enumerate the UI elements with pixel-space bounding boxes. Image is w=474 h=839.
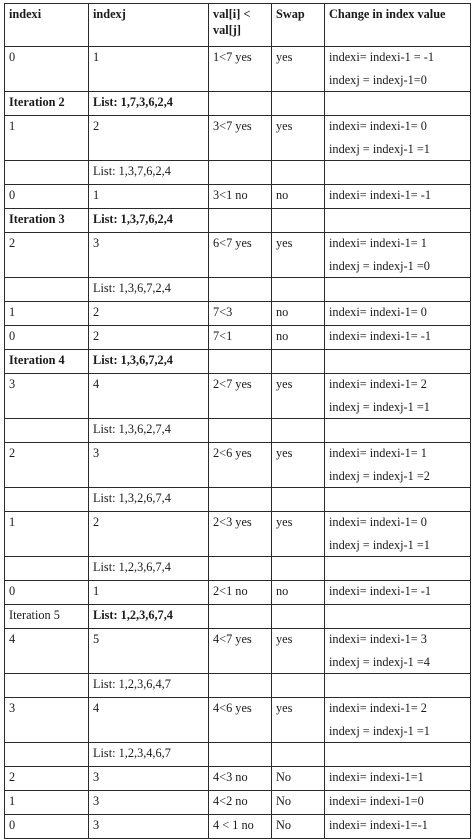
list-row — [5, 674, 471, 698]
iteration-row — [5, 209, 471, 233]
cell-indexi: 0 — [5, 815, 89, 839]
empty-cell — [209, 209, 272, 233]
table-row — [5, 47, 471, 92]
list-row — [5, 743, 471, 767]
cell-swap: yes — [272, 116, 325, 161]
empty-cell — [209, 419, 272, 443]
change-line: indexi= indexi-1= 0 — [329, 305, 427, 319]
cell-indexi: 0 — [5, 47, 89, 92]
change-line: indexi= indexi-1= -1 — [329, 188, 431, 202]
change-line: indexi= indexi-1= 0 — [329, 119, 427, 133]
cell-indexi: 1 — [5, 512, 89, 557]
empty-cell — [272, 743, 325, 767]
cell-change — [325, 698, 471, 743]
change-line: indexi= indexi-1 = -1 — [329, 50, 435, 64]
empty-cell — [209, 350, 272, 374]
change-line: indexj = indexj-1 =1 — [329, 538, 430, 552]
iteration-label: Iteration 2 — [5, 92, 89, 116]
cell-indexj: 4 — [89, 374, 209, 419]
cell-indexj: 3 — [89, 815, 209, 839]
header-row — [5, 4, 471, 47]
table-row — [5, 791, 471, 815]
empty-cell — [209, 161, 272, 185]
cell-swap: yes — [272, 698, 325, 743]
table-row — [5, 185, 471, 209]
iteration-list: List: 1,3,6,7,2,4 — [89, 350, 209, 374]
empty-cell — [325, 278, 471, 302]
empty-cell — [5, 557, 89, 581]
iteration-list: List: 1,3,7,6,2,4 — [89, 209, 209, 233]
table-row — [5, 698, 471, 743]
cell-indexj: 2 — [89, 512, 209, 557]
list-state: List: 1,2,3,6,4,7 — [89, 674, 209, 698]
table-row — [5, 581, 471, 605]
cell-comparison: 2<7 yes — [209, 374, 272, 419]
cell-change — [325, 767, 471, 791]
change-line: indexi= indexi-1= 2 — [329, 701, 427, 715]
empty-cell — [209, 557, 272, 581]
change-line: indexi= indexi-1= 1 — [329, 236, 427, 250]
iteration-label: Iteration 3 — [5, 209, 89, 233]
cell-change — [325, 233, 471, 278]
cell-change — [325, 791, 471, 815]
cell-comparison: 2<1 no — [209, 581, 272, 605]
iteration-list: List: 1,7,3,6,2,4 — [89, 92, 209, 116]
table-body — [5, 47, 471, 839]
empty-cell — [272, 557, 325, 581]
cell-swap: yes — [272, 374, 325, 419]
empty-cell — [272, 419, 325, 443]
change-line: indexi= indexi-1= 0 — [329, 515, 427, 529]
cell-swap: yes — [272, 443, 325, 488]
change-line: indexi= indexi-1=1 — [329, 770, 424, 784]
cell-swap: no — [272, 302, 325, 326]
empty-cell — [325, 350, 471, 374]
cell-indexj: 2 — [89, 326, 209, 350]
cell-swap: no — [272, 185, 325, 209]
cell-indexi: 0 — [5, 326, 89, 350]
iteration-row — [5, 350, 471, 374]
column-header-comparison: val[i] < val[j] — [209, 4, 272, 47]
table-row — [5, 374, 471, 419]
cell-comparison: 6<7 yes — [209, 233, 272, 278]
cell-swap: yes — [272, 629, 325, 674]
empty-cell — [325, 605, 471, 629]
list-state: List: 1,3,2,6,7,4 — [89, 488, 209, 512]
empty-cell — [272, 161, 325, 185]
cell-indexj: 2 — [89, 302, 209, 326]
empty-cell — [209, 743, 272, 767]
table-row — [5, 512, 471, 557]
empty-cell — [325, 674, 471, 698]
change-line: indexi= indexi-1= 2 — [329, 377, 427, 391]
cell-change — [325, 512, 471, 557]
empty-cell — [209, 92, 272, 116]
empty-cell — [325, 419, 471, 443]
cell-indexj: 3 — [89, 767, 209, 791]
list-state: List: 1,2,3,6,7,4 — [89, 557, 209, 581]
cell-indexi: 4 — [5, 629, 89, 674]
table-row — [5, 233, 471, 278]
iteration-label: Iteration 5 — [5, 605, 89, 629]
empty-cell — [272, 674, 325, 698]
cell-swap: yes — [272, 47, 325, 92]
change-line: indexi= indexi-1= -1 — [329, 329, 431, 343]
cell-comparison: 3<1 no — [209, 185, 272, 209]
list-row — [5, 161, 471, 185]
empty-cell — [272, 278, 325, 302]
table-row — [5, 326, 471, 350]
empty-cell — [272, 209, 325, 233]
table-row — [5, 767, 471, 791]
empty-cell — [272, 92, 325, 116]
cell-swap: no — [272, 326, 325, 350]
cell-indexj: 5 — [89, 629, 209, 674]
change-line: indexj = indexj-1 =1 — [329, 724, 430, 738]
cell-comparison: 4<6 yes — [209, 698, 272, 743]
change-line: indexj = indexj-1 =0 — [329, 259, 430, 273]
cell-comparison: 4<2 no — [209, 791, 272, 815]
iteration-row — [5, 92, 471, 116]
table-row — [5, 629, 471, 674]
table-row — [5, 302, 471, 326]
cell-indexi: 3 — [5, 698, 89, 743]
empty-cell — [209, 278, 272, 302]
change-line: indexj = indexj-1 =1 — [329, 400, 430, 414]
empty-cell — [325, 209, 471, 233]
change-line: indexi= indexi-1= 1 — [329, 446, 427, 460]
cell-swap: no — [272, 581, 325, 605]
iteration-row — [5, 605, 471, 629]
cell-indexi: 2 — [5, 233, 89, 278]
cell-indexj: 4 — [89, 698, 209, 743]
empty-cell — [5, 419, 89, 443]
cell-indexj: 1 — [89, 47, 209, 92]
column-header-indexj: indexj — [89, 4, 209, 47]
cell-change — [325, 374, 471, 419]
list-state: List: 1,2,3,4,6,7 — [89, 743, 209, 767]
cell-change — [325, 815, 471, 839]
cell-indexi: 0 — [5, 581, 89, 605]
change-line: indexj = indexj-1 =1 — [329, 142, 430, 156]
change-line: indexj = indexj-1 =4 — [329, 655, 430, 669]
cell-indexi: 2 — [5, 767, 89, 791]
column-header-swap: Swap — [272, 4, 325, 47]
empty-cell — [5, 161, 89, 185]
cell-indexi: 3 — [5, 374, 89, 419]
empty-cell — [209, 488, 272, 512]
empty-cell — [325, 161, 471, 185]
list-row — [5, 488, 471, 512]
change-line: indexi= indexi-1= -1 — [329, 584, 431, 598]
cell-indexi: 1 — [5, 791, 89, 815]
cell-indexj: 3 — [89, 233, 209, 278]
cell-comparison: 2<6 yes — [209, 443, 272, 488]
cell-swap: No — [272, 767, 325, 791]
empty-cell — [5, 674, 89, 698]
cell-indexi: 1 — [5, 116, 89, 161]
cell-indexj: 3 — [89, 443, 209, 488]
cell-comparison: 4<7 yes — [209, 629, 272, 674]
iteration-label: Iteration 4 — [5, 350, 89, 374]
list-state: List: 1,3,6,2,7,4 — [89, 419, 209, 443]
cell-indexj: 2 — [89, 116, 209, 161]
list-row — [5, 557, 471, 581]
cell-change — [325, 581, 471, 605]
cell-change — [325, 116, 471, 161]
cell-indexi: 0 — [5, 185, 89, 209]
cell-change — [325, 443, 471, 488]
empty-cell — [209, 674, 272, 698]
cell-comparison: 4<3 no — [209, 767, 272, 791]
empty-cell — [325, 488, 471, 512]
empty-cell — [209, 605, 272, 629]
empty-cell — [325, 743, 471, 767]
empty-cell — [5, 278, 89, 302]
column-header-change: Change in index value — [325, 4, 471, 47]
cell-comparison: 7<3 — [209, 302, 272, 326]
cell-swap: yes — [272, 512, 325, 557]
cell-change — [325, 185, 471, 209]
table-row — [5, 116, 471, 161]
cell-swap: No — [272, 815, 325, 839]
list-state: List: 1,3,7,6,2,4 — [89, 161, 209, 185]
cell-swap: yes — [272, 233, 325, 278]
cell-change — [325, 302, 471, 326]
table-row — [5, 815, 471, 839]
empty-cell — [272, 350, 325, 374]
iteration-list: List: 1,2,3,6,7,4 — [89, 605, 209, 629]
insertion-sort-trace-table — [4, 3, 471, 839]
column-header-indexi: indexi — [5, 4, 89, 47]
empty-cell — [5, 743, 89, 767]
cell-indexj: 3 — [89, 791, 209, 815]
cell-comparison: 4 < 1 no — [209, 815, 272, 839]
cell-change — [325, 629, 471, 674]
cell-comparison: 3<7 yes — [209, 116, 272, 161]
cell-change — [325, 326, 471, 350]
cell-indexi: 1 — [5, 302, 89, 326]
cell-swap: No — [272, 791, 325, 815]
list-row — [5, 419, 471, 443]
cell-comparison: 2<3 yes — [209, 512, 272, 557]
change-line: indexi= indexi-1=-1 — [329, 818, 428, 832]
change-line: indexj = indexj-1 =2 — [329, 469, 430, 483]
empty-cell — [325, 557, 471, 581]
cell-comparison: 7<1 — [209, 326, 272, 350]
cell-indexj: 1 — [89, 185, 209, 209]
list-state: List: 1,3,6,7,2,4 — [89, 278, 209, 302]
list-row — [5, 278, 471, 302]
cell-indexi: 2 — [5, 443, 89, 488]
change-line: indexj = indexj-1=0 — [329, 73, 427, 87]
cell-change — [325, 47, 471, 92]
cell-comparison: 1<7 yes — [209, 47, 272, 92]
cell-indexj: 1 — [89, 581, 209, 605]
empty-cell — [272, 488, 325, 512]
empty-cell — [5, 488, 89, 512]
table-row — [5, 443, 471, 488]
change-line: indexi= indexi-1=0 — [329, 794, 424, 808]
change-line: indexi= indexi-1= 3 — [329, 632, 427, 646]
empty-cell — [272, 605, 325, 629]
empty-cell — [325, 92, 471, 116]
